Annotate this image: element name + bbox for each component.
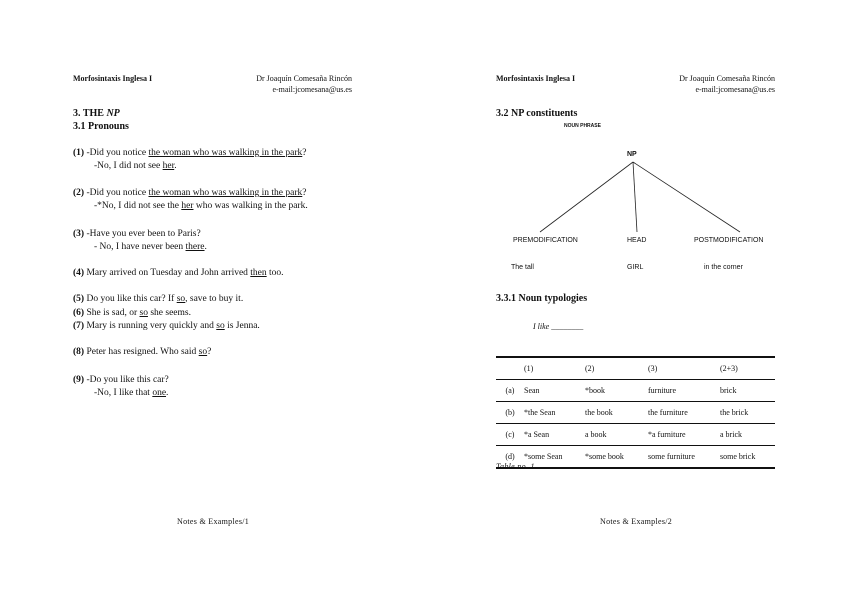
- tree-postmodification: POSTMODIFICATION: [694, 237, 764, 244]
- noun-table: [496, 356, 775, 469]
- example-6: (6) She is sad, or so she seems.: [73, 308, 191, 318]
- tree-caption: NOUN PHRASE: [564, 123, 601, 129]
- right-header-email: e-mail:jcomesana@us.es: [695, 85, 775, 94]
- tree-head: HEAD: [627, 237, 647, 244]
- table-header-row: [496, 358, 775, 380]
- tree-head-example: GIRL: [627, 264, 644, 271]
- right-header-course: Morfosintaxis Inglesa I: [496, 74, 576, 83]
- subsection-title: 3.3.1 Noun typologies: [496, 293, 588, 304]
- frame-prompt: I like ________: [533, 322, 584, 331]
- branch-head: [633, 162, 637, 232]
- right-header-author: Dr Joaquín Comesaña Rincón: [679, 74, 775, 83]
- table-row: (b) *the Sean the book the furniture the brick: [496, 402, 775, 424]
- branch-premod: [540, 162, 633, 232]
- table-row: (c) *a Sean a book *a furniture a brick: [496, 424, 775, 446]
- right-footer: Notes & Examples/2: [600, 517, 673, 526]
- left-header-email: e-mail:jcomesana@us.es: [272, 85, 352, 94]
- right-section-title: 3.2 NP constituents: [496, 108, 578, 119]
- tree-root-np: NP: [627, 151, 637, 158]
- table-caption: Table no. 1: [496, 462, 535, 471]
- col-header: (2): [585, 364, 595, 373]
- branch-postmod: [633, 162, 740, 232]
- example-5: (5) Do you like this car? If so, save to buy it.: [73, 294, 244, 304]
- example-9: (9) -Do you like this car? -No, I like that one.: [73, 375, 169, 398]
- example-8: (8) Peter has resigned. Who said so?: [73, 347, 212, 357]
- example-1: (1) -Did you notice the woman who was walking in the park? -No, I did not see her.: [73, 148, 307, 171]
- example-7: (7) Mary is running very quickly and so is Jenna.: [73, 321, 260, 331]
- tree-premodification: PREMODIFICATION: [513, 237, 578, 244]
- example-4: (4) Mary arrived on Tuesday and John arrived then too.: [73, 268, 284, 278]
- table-row: (d) *some Sean *some book some furniture some brick: [505, 452, 756, 461]
- left-section-title: 3.1 Pronouns: [73, 121, 129, 132]
- tree-premod-example: The tall: [511, 264, 534, 271]
- col-header: (1): [524, 364, 534, 373]
- example-2: (2) -Did you notice the woman who was walking in the park? -*No, I did not see the her who was walking in the park.: [73, 188, 308, 211]
- left-header-course: Morfosintaxis Inglesa I: [73, 74, 153, 83]
- tree-postmod-example: in the corner: [704, 264, 743, 271]
- table-row: (a) Sean *book furniture brick: [496, 380, 775, 402]
- left-header-author: Dr Joaquín Comesaña Rincón: [256, 74, 352, 83]
- left-footer: Notes & Examples/1: [177, 517, 250, 526]
- col-header: (2+3): [720, 364, 738, 373]
- col-header: (3): [648, 364, 658, 373]
- left-page-title: 3. THE NP: [73, 108, 120, 119]
- example-3: (3) -Have you ever been to Paris? - No, I have never been there.: [73, 229, 207, 252]
